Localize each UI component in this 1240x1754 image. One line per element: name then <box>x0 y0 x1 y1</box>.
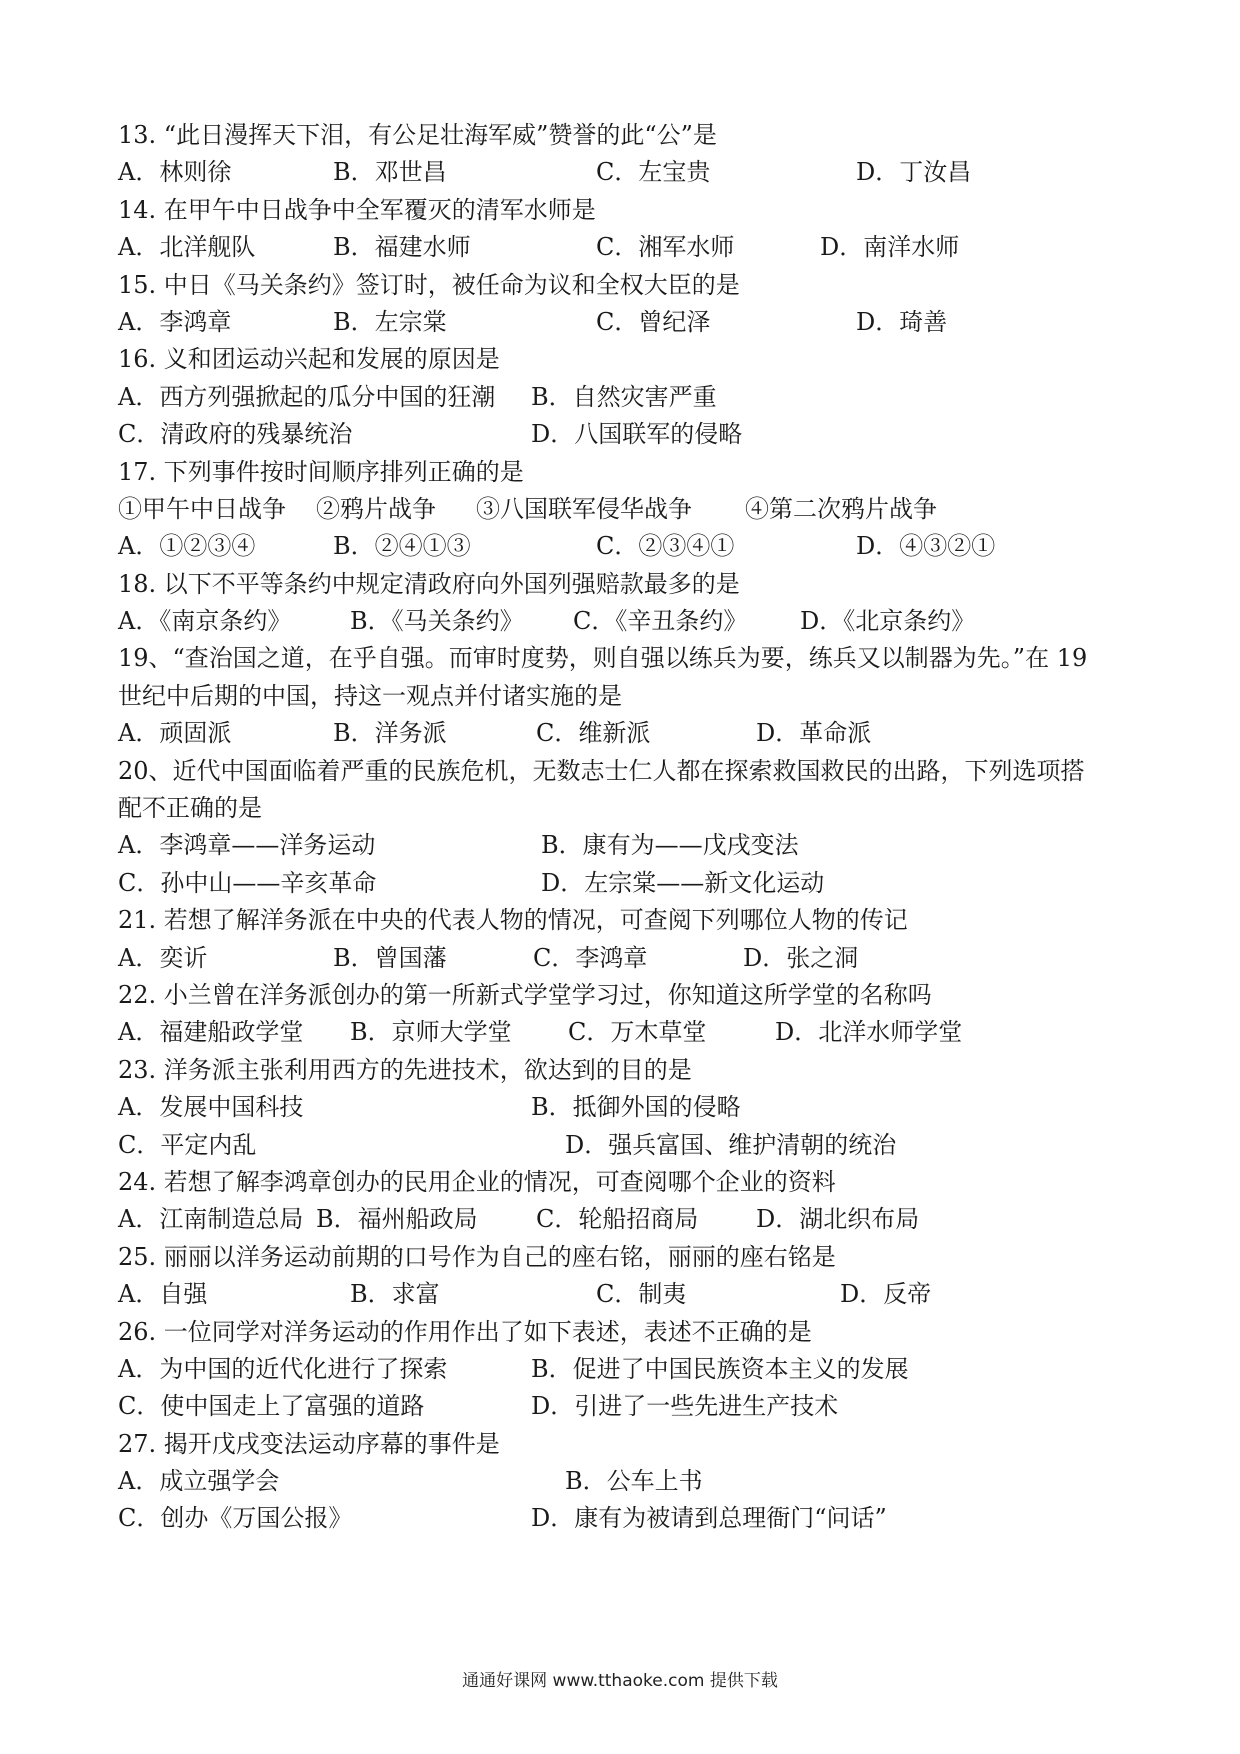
answer-option: C．轮船招商局 <box>536 1205 699 1234</box>
option-row <box>118 1014 1128 1051</box>
answer-option: ①甲午中日战争 <box>118 494 286 523</box>
option-row <box>118 1201 1128 1238</box>
question-stem: 20、近代中国面临着严重的民族危机，无数志士仁人都在探索救国救民的出路，下列选项搭 <box>118 756 1085 785</box>
answer-option: ④第二次鸦片战争 <box>745 494 937 523</box>
question-stem-continued: 世纪中后期的中国，持这一观点并付诸实施的是 <box>118 681 622 710</box>
answer-option: A．林则徐 <box>118 158 232 187</box>
answer-option: B．康有为——戊戌变法 <box>541 831 799 860</box>
option-row <box>118 491 1128 528</box>
question-stem: 16. 义和团运动兴起和发展的原因是 <box>118 345 500 374</box>
answer-option: A．江南制造总局 <box>118 1205 304 1234</box>
answer-option: B．《马关条约》 <box>350 607 524 636</box>
question-stem-continued: 配不正确的是 <box>118 794 262 823</box>
question-stem: 22. 小兰曾在洋务派创办的第一所新式学堂学习过，你知道这所学堂的名称吗 <box>118 980 932 1009</box>
answer-option: A．奕䜣 <box>118 943 208 972</box>
answer-option: D．北洋水师学堂 <box>775 1018 963 1047</box>
answer-option: D．④③②① <box>856 532 996 561</box>
answer-option: D．琦善 <box>856 307 948 336</box>
option-row <box>118 1127 1128 1164</box>
answer-option: A．①②③④ <box>118 532 256 561</box>
answer-option: C．平定内乱 <box>118 1130 257 1159</box>
answer-option: B．京师大学堂 <box>350 1018 512 1047</box>
answer-option: A．西方列强掀起的瓜分中国的狂潮 <box>118 382 496 411</box>
question-stem: 13. “此日漫挥天下泪，有公足壮海军威”赞誉的此“公”是 <box>118 121 717 149</box>
answer-option: B．自然灾害严重 <box>531 382 717 411</box>
option-row <box>118 229 1128 266</box>
option-row <box>118 1463 1128 1500</box>
option-row <box>118 304 1128 341</box>
option-row <box>118 154 1128 191</box>
option-row <box>118 1089 1128 1126</box>
option-row <box>118 1388 1128 1425</box>
answer-option: D．湖北织布局 <box>756 1205 920 1234</box>
answer-option: C．万木草堂 <box>568 1018 707 1047</box>
question-list <box>118 117 1128 1538</box>
answer-option: A．发展中国科技 <box>118 1093 304 1122</box>
answer-option: D．强兵富国、维护清朝的统治 <box>565 1130 897 1159</box>
answer-option: A．《南京条约》 <box>118 607 292 636</box>
answer-option: C．左宝贵 <box>596 158 711 187</box>
answer-option: B．求富 <box>350 1280 440 1309</box>
option-row <box>118 865 1128 902</box>
answer-option: A．福建船政学堂 <box>118 1018 304 1047</box>
answer-option: C．曾纪泽 <box>596 307 711 336</box>
answer-option: ③八国联军侵华战争 <box>476 494 692 523</box>
answer-option: D．八国联军的侵略 <box>531 420 743 449</box>
answer-option: A．北洋舰队 <box>118 233 256 262</box>
option-row <box>118 416 1128 453</box>
answer-option: C．维新派 <box>536 719 651 748</box>
question-stem: 25. 丽丽以洋务运动前期的口号作为自己的座右铭，丽丽的座右铭是 <box>118 1242 836 1271</box>
answer-option: D．丁汝昌 <box>856 158 972 187</box>
question-stem: 15. 中日《马关条约》签订时，被任命为议和全权大臣的是 <box>118 270 740 299</box>
option-row <box>118 1276 1128 1313</box>
answer-option: D．康有为被请到总理衙门“问话” <box>531 1504 887 1533</box>
answer-option: C．孙中山——辛亥革命 <box>118 868 377 897</box>
question-stem: 24. 若想了解李鸿章创办的民用企业的情况，可查阅哪个企业的资料 <box>118 1167 836 1196</box>
question-stem: 17. 下列事件按时间顺序排列正确的是 <box>118 457 524 486</box>
answer-option: C．使中国走上了富强的道路 <box>118 1392 425 1421</box>
answer-option: B．福州船政局 <box>316 1205 478 1234</box>
answer-option: ②鸦片战争 <box>316 494 436 523</box>
answer-option: B．②④①③ <box>333 532 471 561</box>
question-stem: 23. 洋务派主张利用西方的先进技术，欲达到的目的是 <box>118 1055 692 1084</box>
answer-option: A．李鸿章 <box>118 307 232 336</box>
answer-option: D．左宗棠——新文化运动 <box>541 868 825 897</box>
answer-option: A．为中国的近代化进行了探索 <box>118 1354 448 1383</box>
answer-option: D．《北京条约》 <box>800 607 976 636</box>
answer-option: C．制夷 <box>596 1280 687 1309</box>
option-row <box>118 940 1128 977</box>
page-footer: 通通好课网 www.tthaoke.com 提供下载 <box>462 1671 778 1691</box>
answer-option: B．邓世昌 <box>333 158 447 187</box>
answer-option: A．成立强学会 <box>118 1467 280 1496</box>
question-stem: 14. 在甲午中日战争中全军覆灭的清军水师是 <box>118 195 596 224</box>
answer-option: D．引进了一些先进生产技术 <box>531 1392 839 1421</box>
question-stem: 26. 一位同学对洋务运动的作用作出了如下表述，表述不正确的是 <box>118 1317 812 1346</box>
answer-option: B．洋务派 <box>333 719 447 748</box>
answer-option: C．清政府的残暴统治 <box>118 420 353 449</box>
answer-option: B．左宗棠 <box>333 307 447 336</box>
option-row <box>118 827 1128 864</box>
answer-option: B．抵御外国的侵略 <box>531 1093 741 1122</box>
question-stem: 19、“查治国之道，在乎自强。而审时度势，则自强以练兵为要，练兵又以制器为先。”在 19 <box>118 644 1088 673</box>
option-row <box>118 1351 1128 1388</box>
answer-option: C．《辛丑条约》 <box>573 607 748 636</box>
answer-option: D．张之洞 <box>743 943 859 972</box>
question-stem: 18. 以下不平等条约中规定清政府向外国列强赔款最多的是 <box>118 569 740 598</box>
answer-option: B．公车上书 <box>565 1467 703 1496</box>
answer-option: A．顽固派 <box>118 719 232 748</box>
option-row <box>118 1500 1128 1537</box>
answer-option: B．促进了中国民族资本主义的发展 <box>531 1354 909 1383</box>
answer-option: C．李鸿章 <box>533 943 648 972</box>
question-stem: 27. 揭开戊戌变法运动序幕的事件是 <box>118 1429 500 1458</box>
option-row <box>118 603 1128 640</box>
answer-option: D．革命派 <box>756 719 872 748</box>
option-row <box>118 715 1128 752</box>
answer-option: B．曾国藩 <box>333 943 447 972</box>
answer-option: C．创办《万国公报》 <box>118 1504 353 1533</box>
answer-option: D．南洋水师 <box>820 233 960 262</box>
option-row <box>118 528 1128 565</box>
answer-option: A．李鸿章——洋务运动 <box>118 831 376 860</box>
question-stem: 21. 若想了解洋务派在中央的代表人物的情况，可查阅下列哪位人物的传记 <box>118 906 908 935</box>
answer-option: A．自强 <box>118 1280 208 1309</box>
option-row <box>118 379 1128 416</box>
answer-option: C．湘军水师 <box>596 233 735 262</box>
answer-option: B．福建水师 <box>333 233 471 262</box>
answer-option: C．②③④① <box>596 532 735 561</box>
answer-option: D．反帝 <box>840 1280 932 1309</box>
